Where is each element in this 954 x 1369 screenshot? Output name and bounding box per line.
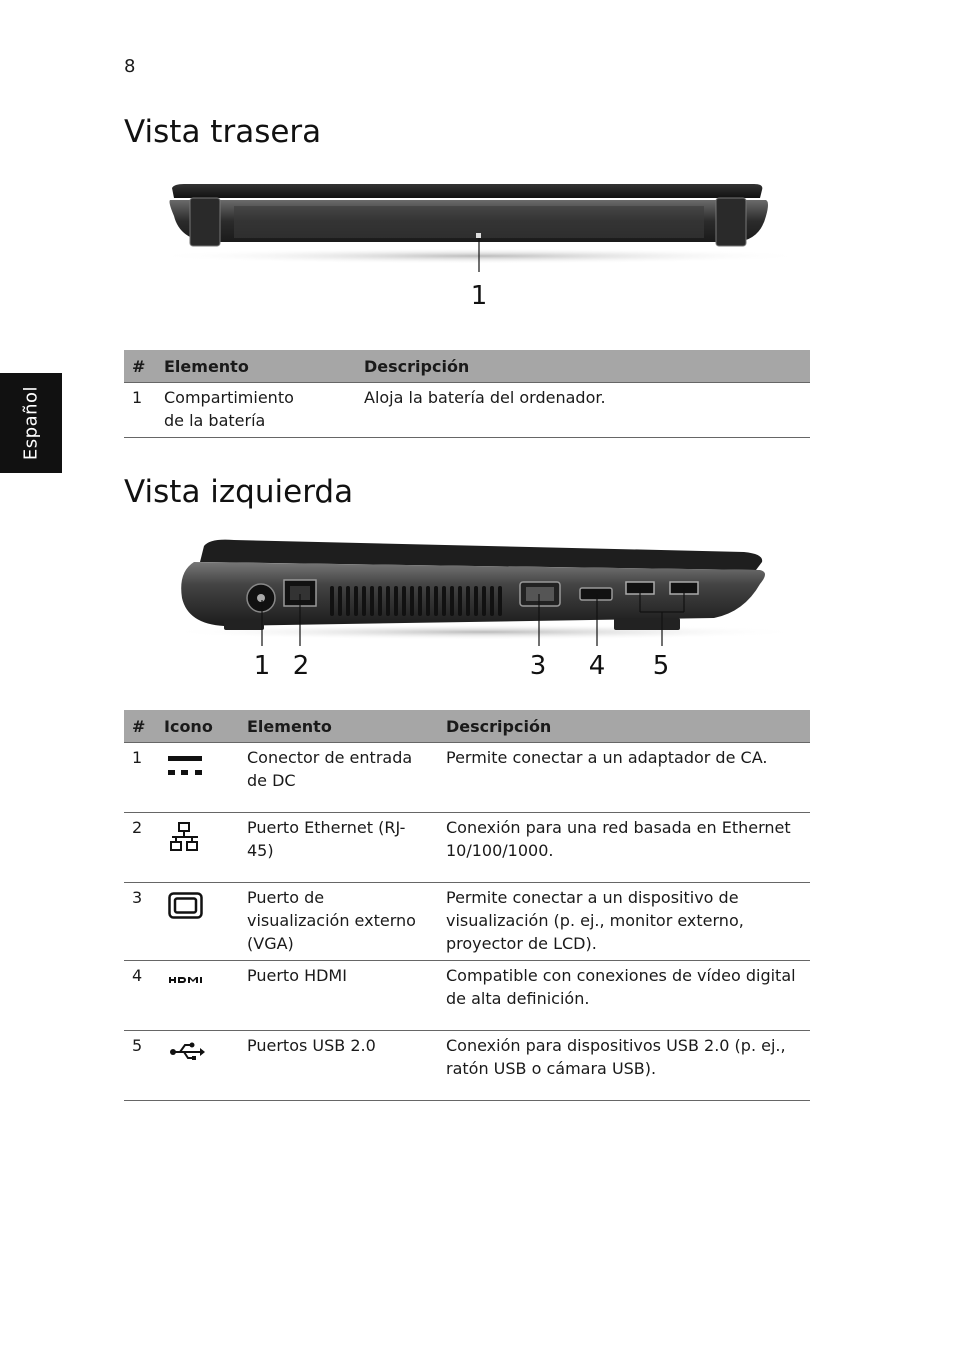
left-view-title: Vista izquierda <box>124 474 354 510</box>
row-element: Compartimiento de la batería <box>164 388 294 430</box>
row-description: Permite conectar a un dispositivo de visualización (p. ej., monitor externo, proyector de LCD). <box>446 888 744 953</box>
left-col-element: Elemento <box>239 710 438 743</box>
left-view-illustration <box>124 528 810 688</box>
row-number: 4 <box>132 966 143 985</box>
left-col-icon: Icono <box>156 710 239 743</box>
table-row <box>124 961 810 1031</box>
page-number: 8 <box>124 56 136 77</box>
table-row <box>124 883 810 961</box>
table-row <box>124 1031 810 1101</box>
row-element: Puertos USB 2.0 <box>247 1036 376 1055</box>
row-number: 5 <box>132 1036 143 1055</box>
rear-view-table <box>124 350 810 438</box>
row-element: Puerto HDMI <box>247 966 347 985</box>
table-row <box>124 743 810 813</box>
language-tab-label: Español <box>20 385 42 461</box>
row-element: Conector de entrada de DC <box>247 748 413 790</box>
row-number: 1 <box>132 748 143 767</box>
row-description: Conexión para una red basada en Ethernet 10/100/1000. <box>446 818 791 860</box>
row-description: Conexión para dispositivos USB 2.0 (p. ej., ratón USB o cámara USB). <box>446 1036 786 1078</box>
row-description: Permite conectar a un adaptador de CA. <box>446 748 768 767</box>
row-number: 1 <box>132 388 143 407</box>
left-col-description: Descripción <box>438 710 810 743</box>
left-callout-2: 2 <box>292 651 310 681</box>
left-col-number: # <box>124 710 156 743</box>
row-description: Aloja la batería del ordenador. <box>364 388 606 407</box>
usb-icon <box>168 1040 206 1064</box>
left-callout-5: 5 <box>652 651 670 681</box>
rear-view-illustration <box>124 176 810 316</box>
left-callout-1: 1 <box>253 651 271 681</box>
rear-col-element: Elemento <box>156 350 356 383</box>
rear-callout-1: 1 <box>470 281 488 311</box>
table-row <box>124 383 810 438</box>
hdmi-icon <box>168 970 206 990</box>
row-number: 3 <box>132 888 143 907</box>
table-row <box>124 813 810 883</box>
rear-col-description: Descripción <box>356 350 810 383</box>
language-tab <box>0 373 62 473</box>
row-description: Compatible con conexiones de vídeo digital de alta definición. <box>446 966 796 1008</box>
dc-in-icon <box>168 752 204 778</box>
row-number: 2 <box>132 818 143 837</box>
vga-icon <box>168 892 204 920</box>
row-element: Puerto de visualización externo (VGA) <box>247 888 416 953</box>
left-callout-3: 3 <box>529 651 547 681</box>
rear-col-number: # <box>124 350 156 383</box>
row-element: Puerto Ethernet (RJ-45) <box>247 818 406 860</box>
rear-view-title: Vista trasera <box>124 114 322 150</box>
left-view-table <box>124 710 810 1101</box>
ethernet-icon <box>168 822 204 852</box>
left-callout-4: 4 <box>588 651 606 681</box>
